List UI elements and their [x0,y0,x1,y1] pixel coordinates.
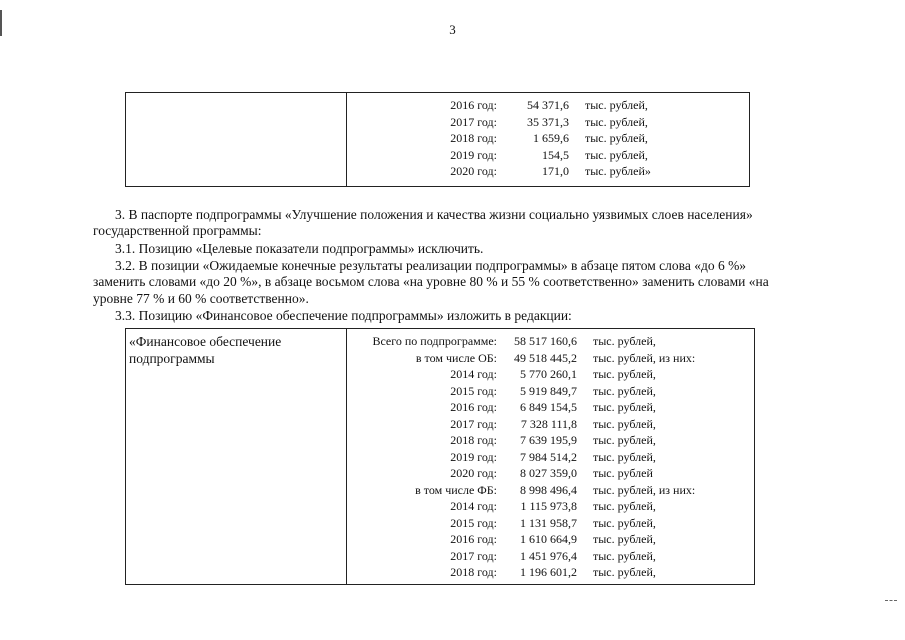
funding-row [347,163,749,180]
funding-row [347,130,749,147]
row-label: 2014 год: [450,367,497,381]
table2-left-cell [126,329,347,585]
funding-row [347,498,754,515]
row-label: 2016 год: [450,532,497,546]
row-unit: тыс. рублей, [593,532,656,546]
funding-row [347,531,754,548]
scan-mark [885,600,897,602]
page-number: 3 [449,22,456,37]
row-amount: 8 998 496,4 [520,482,577,497]
row-label: 2018 год: [450,131,497,145]
row-unit: тыс. рублей, [593,565,656,579]
row-amount: 1 115 973,8 [520,499,577,513]
funding-row [347,515,754,532]
row-unit: тыс. рублей, [585,98,648,112]
row-label: 2015 год: [450,515,497,530]
row-unit: тыс. рублей, [585,131,648,145]
row-label: 2018 год: [450,565,497,579]
row-amount: 5 919 849,7 [520,383,577,398]
funding-table [125,328,755,585]
row-amount: 8 027 359,0 [520,466,577,480]
funding-row [347,114,749,131]
row-label: 2020 год: [450,164,497,178]
row-label: Всего по подпрограмме: [372,334,497,348]
row-amount: 7 639 195,9 [520,433,577,447]
row-unit: тыс. рублей, [593,400,656,414]
row-unit: тыс. рублей, [593,334,656,348]
row-unit: тыс. рублей, [593,449,656,464]
row-amount: 35 371,3 [527,114,569,129]
row-unit: тыс. рублей, [585,114,648,129]
funding-row [347,482,754,499]
funding-row [347,399,754,416]
row-label: в том числе ОБ: [415,350,497,365]
table1-left-cell [126,93,347,187]
row-amount: 7 328 111,8 [520,416,577,431]
row-amount: 1 610 664,9 [520,532,577,546]
row-label: 2015 год: [450,383,497,398]
row-unit: тыс. рублей, [585,147,648,162]
item-3-2-line3: уровне 77 % и 60 % соответственно». [93,291,309,306]
row-label: 2019 год: [450,449,497,464]
row-label: 2019 год: [450,147,497,162]
position-title-line2: подпрограммы [129,351,215,366]
row-unit: тыс. рублей» [585,164,651,178]
item-3-1: 3.1. Позицию «Целевые показатели подпрограммы» исключить. [115,241,484,256]
funding-row [347,465,754,482]
item-3-line1: 3. В паспорте подпрограммы «Улучшение положения и качества жизни социально уязвимых слоев населения» [115,207,753,222]
row-label: 2018 год: [450,433,497,447]
item-3-2-line1: 3.2. В позиции «Ожидаемые конечные результаты реализации подпрограммы» в абзаце пятом слова «до 6 %» [115,258,747,273]
row-amount: 1 196 601,2 [520,565,577,579]
row-unit: тыс. рублей, [593,367,656,381]
row-unit: тыс. рублей [593,466,653,480]
table1-rows [347,97,749,180]
row-amount: 54 371,6 [527,98,569,112]
funding-row [347,416,754,433]
table2-right-cell [347,329,755,585]
row-label: 2017 год: [450,548,497,563]
item-3-3: 3.3. Позицию «Финансовое обеспечение подпрограммы» изложить в редакции: [115,308,572,323]
row-amount: 6 849 154,5 [520,400,577,414]
row-amount: 58 517 160,6 [514,334,577,348]
funding-row [347,548,754,565]
row-label: в том числе ФБ: [415,482,497,497]
row-unit: тыс. рублей, [593,548,656,563]
funding-row [347,564,754,581]
funding-row [347,333,754,350]
row-amount: 49 518 445,2 [514,350,577,365]
row-label: 2017 год: [450,114,497,129]
row-unit: тыс. рублей, [593,499,656,513]
row-amount: 5 770 260,1 [520,367,577,381]
funding-row [347,97,749,114]
row-unit: тыс. рублей, [593,433,656,447]
funding-row [347,449,754,466]
table2-rows [347,333,754,581]
funding-row [347,350,754,367]
row-unit: тыс. рублей, [593,416,656,431]
funding-table-continued [125,92,750,187]
row-label: 2014 год: [450,499,497,513]
row-unit: тыс. рублей, [593,515,656,530]
row-label: 2016 год: [450,98,497,112]
row-amount: 1 451 976,4 [520,548,577,563]
row-unit: тыс. рублей, [593,383,656,398]
funding-row [347,147,749,164]
row-amount: 7 984 514,2 [520,449,577,464]
row-amount: 154,5 [542,147,569,162]
item-3-line2: государственной программы: [93,223,262,238]
row-label: 2017 год: [450,416,497,431]
table1-right-cell [347,93,750,187]
row-amount: 1 659,6 [533,131,569,145]
row-label: 2016 год: [450,400,497,414]
row-unit: тыс. рублей, из них: [593,482,696,497]
row-unit: тыс. рублей, из них: [593,350,696,365]
item-3-2-line2: заменить словами «до 20 %», в абзаце восьмом слова «на уровне 80 % и 55 % соответственно» заменить словами «на [93,274,769,289]
funding-row [347,432,754,449]
funding-row [347,383,754,400]
position-title-line1: «Финансовое обеспечение [129,334,282,349]
funding-row [347,366,754,383]
row-amount: 171,0 [542,164,569,178]
row-amount: 1 131 958,7 [520,515,577,530]
row-label: 2020 год: [450,466,497,480]
